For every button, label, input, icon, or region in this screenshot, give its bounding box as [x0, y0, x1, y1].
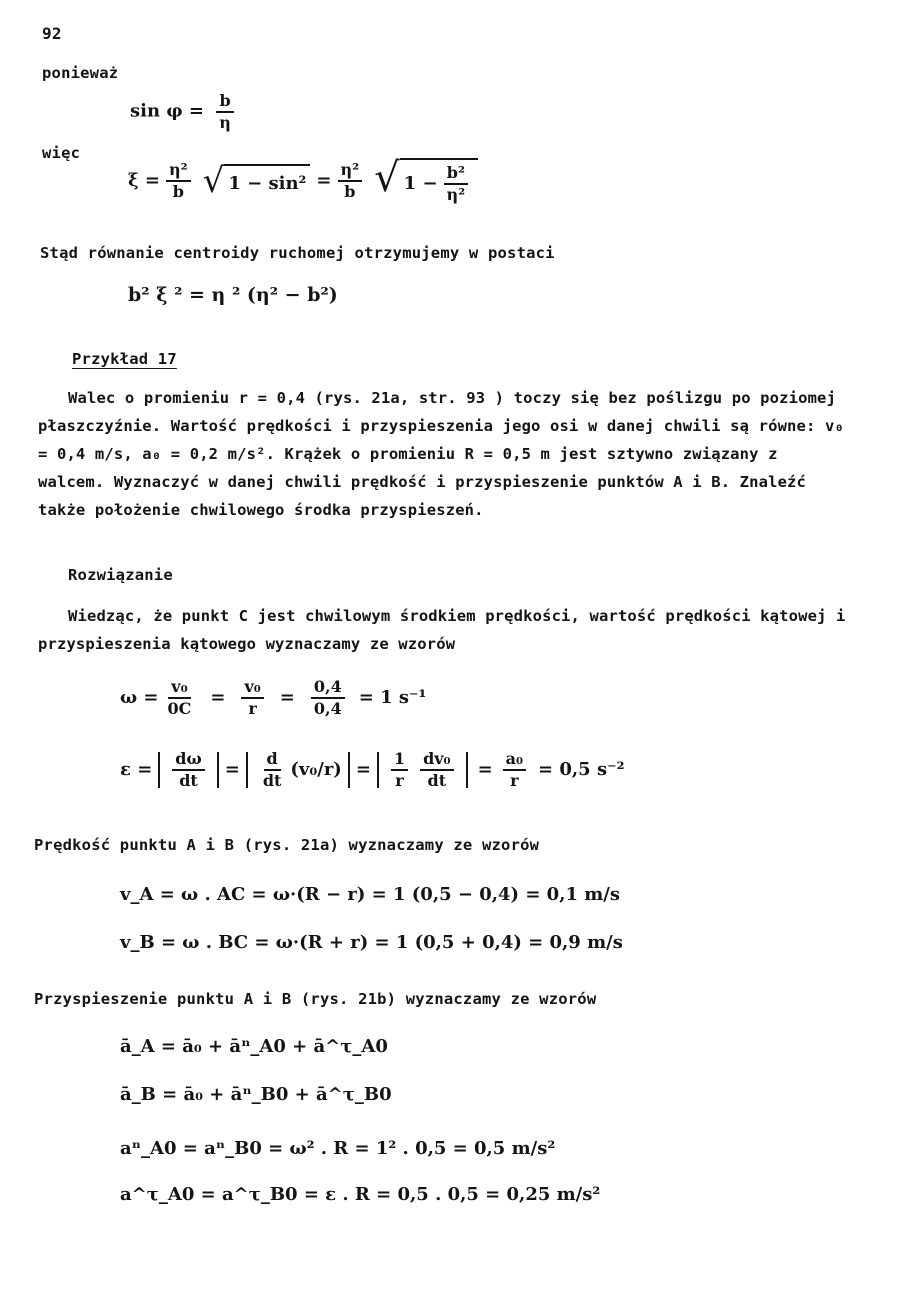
fraction-denominator: 0C — [167, 698, 192, 718]
paragraph-velocity: Prędkość punktu A i B (rys. 21a) wyznaczamy ze wzorów — [34, 836, 540, 854]
fraction-v0-over-0c — [165, 678, 195, 717]
equation-normal-acceleration: aⁿ_A0 = aⁿ_B0 = ω² . R = 1² . 0,5 = 0,5 m/s² — [120, 1138, 556, 1159]
equation-velocity-a: v_A = ω . AC = ω·(R − r) = 1 (0,5 − 0,4) = 0,1 m/s — [120, 884, 621, 905]
fraction-dv0-over-dt — [420, 750, 454, 789]
fraction-denominator: r — [510, 770, 519, 790]
equation-epsilon-lhs: ε = — [120, 759, 153, 781]
fraction-numerator: b² — [444, 164, 468, 185]
sqrt-body — [400, 158, 479, 203]
fraction-eta2-over-b-2 — [338, 161, 363, 200]
solution-title: Rozwiązanie — [68, 566, 173, 584]
fraction-v0-over-r — [241, 678, 263, 717]
paragraph-acceleration: Przyspieszenie punktu A i B (rys. 21b) wyznaczamy ze wzorów — [34, 990, 597, 1008]
fraction-b-over-eta — [216, 92, 234, 131]
equation-xi — [128, 155, 484, 204]
fraction-denominator: b — [172, 181, 184, 201]
fraction-denominator: dt — [427, 770, 447, 790]
sqrt-sign: √ — [202, 160, 225, 201]
fraction-numerator: 0,4 — [311, 678, 345, 699]
abs-bar — [158, 752, 160, 788]
abs-bar — [466, 752, 468, 788]
fraction-domega-over-dt — [172, 750, 204, 789]
sqrt-sign: √ — [374, 155, 400, 201]
fraction-d-over-dt — [260, 750, 285, 789]
sqrt-body: 1 − sin² — [224, 164, 310, 198]
fraction-denominator: η² — [446, 184, 466, 204]
equation-acceleration-a: ā_A = ā₀ + āⁿ_A0 + ā^τ_A0 — [120, 1036, 388, 1057]
equals-sign: = — [224, 759, 240, 781]
fraction-denominator: dt — [262, 770, 282, 790]
fraction-a0-over-r — [503, 750, 526, 789]
equation-velocity-b: v_B = ω . BC = ω·(R + r) = 1 (0,5 + 0,4) = 0,9 m/s — [120, 932, 623, 953]
equation-omega-lhs: ω = — [120, 687, 159, 709]
fraction-eta2-over-b-1 — [166, 161, 191, 200]
sqrt-body-prefix: 1 − — [403, 173, 438, 195]
equation-omega — [120, 678, 426, 717]
abs-bar — [377, 752, 379, 788]
fraction-numerator: 1 — [391, 750, 408, 771]
paragraph-centroid: Stąd równanie centroidy ruchomej otrzymujemy w postaci — [40, 244, 555, 262]
fraction-b2-over-eta2 — [444, 164, 469, 203]
abs-bar — [246, 752, 248, 788]
fraction-numerator: dv₀ — [420, 750, 454, 771]
equation-tangential-acceleration: a^τ_A0 = a^τ_B0 = ε . R = 0,5 . 0,5 = 0,25 m/s² — [120, 1184, 601, 1205]
example-text: Walec o promieniu r = 0,4 (rys. 21a, str. 93 ) toczy się bez poślizgu po poziomej płaszczyźnie. Wartość prędkości i przyspieszenia jego osi w danej chwili są równe: v₀ = 0,4 m/s, a₀ = 0,2 m/s². Krążek o promieniu R = 0,5 m jest sztywno związany z walcem. Wyznaczyć w danej chwili prędkość i przyspieszenie punktów A i B. Znaleźć także położenie chwilowego środka przyspieszeń. — [38, 389, 844, 519]
fraction-numerator: b — [216, 92, 233, 113]
abs-bar — [348, 752, 350, 788]
fraction-denominator: b — [344, 181, 356, 201]
fraction-1-over-r — [391, 750, 408, 789]
equals-sign: = — [210, 687, 226, 709]
word-poniewaz: ponieważ — [42, 64, 119, 82]
fraction-denominator: r — [395, 770, 404, 790]
fraction-numerator: a₀ — [503, 750, 526, 771]
equals-sign: = — [316, 170, 332, 192]
paren-v0-over-r: (v₀/r) — [290, 759, 342, 781]
fraction-numerator: η² — [338, 161, 363, 182]
page-number: 92 — [42, 24, 62, 43]
fraction-denominator: r — [248, 698, 257, 718]
equation-epsilon — [120, 750, 624, 789]
abs-bar — [217, 752, 219, 788]
equation-centroid: b² ξ ² = η ² (η² − b²) — [128, 284, 338, 306]
fraction-denominator: dt — [179, 770, 198, 790]
fraction-numerator: v₀ — [168, 678, 190, 699]
sqrt-one-minus-b2-over-eta2 — [374, 155, 478, 204]
fraction-numerator: dω — [172, 750, 204, 771]
equation-sin-phi — [130, 92, 240, 131]
fraction-numerator: η² — [166, 161, 191, 182]
equation-omega-rhs: = 1 s⁻¹ — [358, 687, 427, 709]
solution-intro-text: Wiedząc, że punkt C jest chwilowym środkiem prędkości, wartość prędkości kątowej i przyspieszenia kątowego wyznaczamy ze wzorów — [38, 607, 846, 653]
equation-xi-lhs: ξ = — [128, 170, 161, 192]
sqrt-one-minus-sin2 — [202, 160, 311, 201]
fraction-denominator: 0,4 — [313, 698, 342, 718]
fraction-numerator: v₀ — [241, 678, 263, 699]
equals-sign: = — [279, 687, 295, 709]
example-title: Przykład 17 — [72, 350, 177, 368]
equation-acceleration-b: ā_B = ā₀ + āⁿ_B0 + ā^τ_B0 — [120, 1084, 392, 1105]
equals-sign: = — [477, 759, 493, 781]
equation-epsilon-rhs: = 0,5 s⁻² — [538, 759, 625, 781]
equation-sin-phi-lhs: sin φ = — [130, 100, 204, 122]
word-wiec: więc — [42, 144, 81, 162]
fraction-numerator: d — [264, 750, 281, 771]
equals-sign: = — [355, 759, 371, 781]
fraction-denominator: η — [219, 112, 231, 132]
fraction-04-over-04 — [311, 678, 345, 717]
